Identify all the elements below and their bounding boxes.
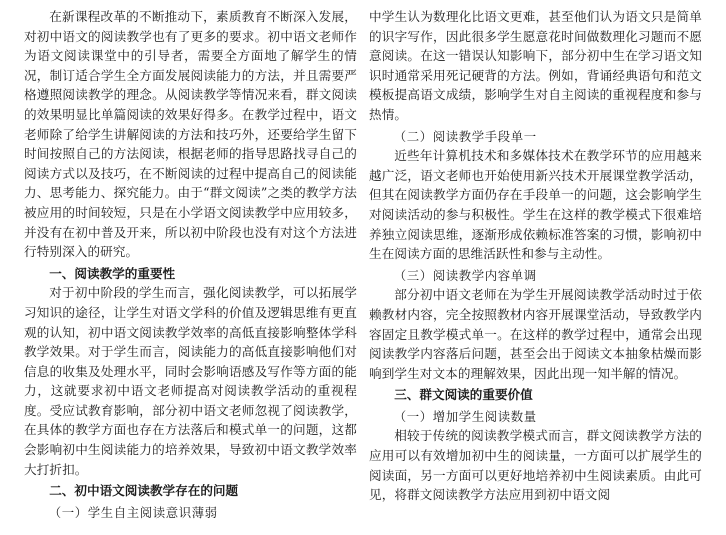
importance-paragraph: 对于初中阶段的学生而言，强化阅读教学，可以拓展学习知识的途径，让学生对语文学科的价值及逻辑思维有更直观的认知，初中语文阅读教学效率的高低直接影响整体学科教学效果。对于学生而言，阅读能力的高低直接影响他们对信息的收集及处理水平，同时会影响语感及写作等方面的能力，这就要求初中语文老师提高对阅读教学活动的重视程度。受应试教育影响，部分初中语文老师忽视了阅读教学，在具体的教学方面也存在方法落后和模式单一的问题，这都会影响初中生阅读能力的培养效果，导致初中语文教学效率大打折扣。 — [24, 285, 357, 477]
single-method-paragraph: 近些年计算机技术和多媒体技术在教学环节的应用越来越广泛，语文老师也开始使用新兴技术开展课堂教学活动，但其在阅读教学方面仍存在手段单一的问题，这会影响学生对阅读活动的参与积极性。学生在这样的教学模式下很难培养独立阅读思维，逐渐形成依赖标准答案的习惯，影响初中生在阅读方面的思维活跃性和参与主动性。 — [369, 148, 702, 262]
section-heading-importance: 一、阅读教学的重要性 — [49, 265, 176, 281]
subheading-single-method: （二）阅读教学手段单一 — [393, 128, 537, 144]
continued-paragraph: 中学生认为数理化比语文更难，甚至他们认为语文只是简单的识字写作，因此很多学生愿意花时间做数理化习题而不愿意阅读。在这一错误认知影响下，部分初中生在学习语文知识时通常采用死记硬背的方法。例如，背诵经典语句和范文模板提高语文成绩，影响学生对自主阅读的重视程度和参与热情。 — [369, 9, 702, 122]
right-column — [369, 7, 702, 535]
section-heading-value: 三、群文阅读的重要价值 — [394, 387, 533, 403]
left-column — [24, 7, 357, 535]
subheading-reading-quantity: （一）增加学生阅读数量 — [393, 408, 537, 424]
monotonous-content-paragraph: 部分初中语文老师在为学生开展阅读教学活动时过于依赖教材内容，完全按照教材内容开展课堂活动，导致教学内容固定且教学模式单一。在这样的教学过程中，通常会出现阅读教学内容落后问题，甚至会出于阅读文本抽象枯燥而影响到学生对文本的理解效果，因此出现一知半解的情况。 — [369, 287, 702, 381]
subheading-monotonous-content: （三）阅读教学内容单调 — [393, 267, 537, 283]
reading-quantity-paragraph: 相较于传统的阅读教学模式而言，群文阅读教学方法的应用可以有效增加初中生的阅读量，一方面可以扩展学生的阅读面，另一方面可以更好地培养初中生阅读素质。由此可见，将群文阅读教学方法应用到初中语文阅 — [369, 428, 702, 503]
subheading-weak-awareness: （一）学生自主阅读意识薄弱 — [48, 504, 218, 520]
intro-paragraph: 在新课程改革的不断推动下，素质教育不断深入发展，对初中语文的阅读教学也有了更多的要求。初中语文老师作为语文阅读课堂中的引导者，需要全方面地了解学生的情况，制订适合学生全方面发展阅读能力的方法，并且需要严格遵照阅读教学的理念。从阅读教学等情况来看，群文阅读的效果明显比单篇阅读的效果好得多。在教学过程中，语文老师除了给学生讲解阅读的方法和技巧外，还要给学生留下时间按照自己的方法阅读，根据老师的指导思路找寻自己的阅读方式以及技巧，在不断阅读的过程中提高自己的阅读能力、思考能力、探究能力。由于“群文阅读”之类的教学方法被应用的时间较短，只是在小学语文阅读教学中应用较多，并没有在初中普及开来，所以初中阶段也没有对这个方法进行特别深入的研究。 — [24, 9, 357, 260]
section-heading-problems: 二、初中语文阅读教学存在的问题 — [49, 483, 239, 499]
